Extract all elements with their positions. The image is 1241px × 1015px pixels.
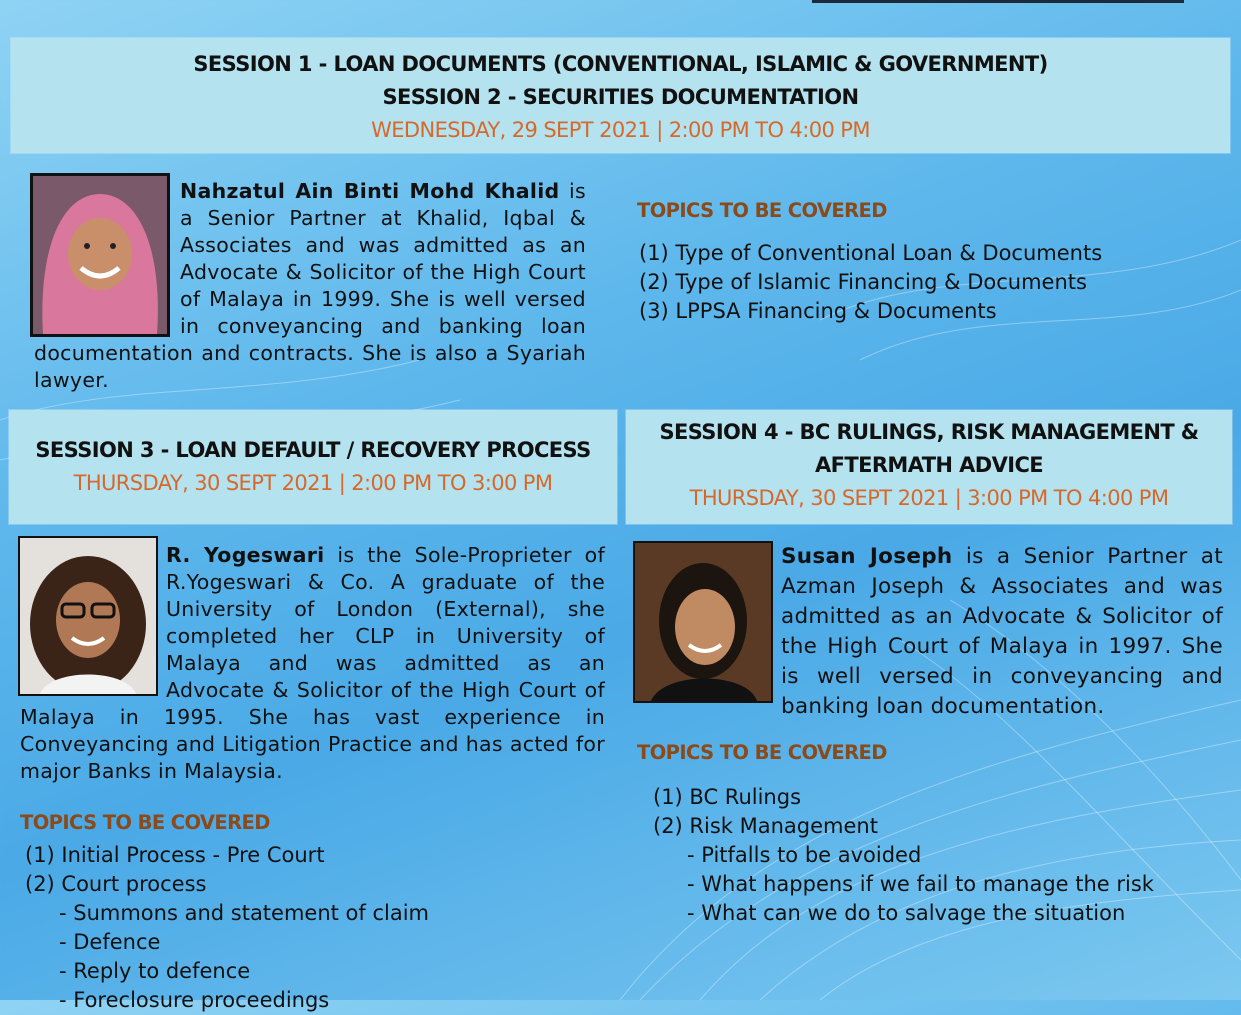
speaker-bio-susan [781, 542, 1223, 722]
session-3-topics-heading: TOPICS TO BE COVERED [20, 811, 270, 834]
list-item: (1) Type of Conventional Loan & Documents [639, 241, 1103, 265]
speaker-bio-nahzatul [34, 178, 586, 394]
session-1-2-topics-heading: TOPICS TO BE COVERED [637, 199, 887, 222]
list-item: (2) Court process [25, 872, 207, 896]
session-1-2-topics-list [639, 239, 1102, 326]
session-4-header [626, 410, 1232, 524]
list-item: (3) LPPSA Financing & Documents [639, 299, 997, 323]
speaker-name-susan: Susan Joseph [781, 544, 953, 569]
list-item: (2) Type of Islamic Financing & Documents [639, 270, 1087, 294]
speaker-photo-susan [633, 541, 773, 703]
session-1-2-date: WEDNESDAY, 29 SEPT 2021 | 2:00 PM TO 4:00 PM [371, 118, 870, 142]
session-1-2-header [11, 38, 1230, 153]
session-3-header [9, 410, 617, 524]
session-3-topics-list [25, 841, 429, 1015]
speaker-name-nahzatul: Nahzatul Ain Binti Mohd Khalid [180, 179, 560, 203]
list-item: (1) Initial Process - Pre Court [25, 843, 325, 867]
list-item: - Foreclosure proceedings [59, 988, 330, 1012]
list-item: - Reply to defence [59, 959, 251, 983]
list-item: - What can we do to salvage the situation [687, 901, 1126, 925]
list-item: - Pitfalls to be avoided [687, 843, 922, 867]
list-item: - What happens if we fail to manage the risk [687, 872, 1154, 896]
session-1-title: SESSION 1 - LOAN DOCUMENTS (CONVENTIONAL, ISLAMIC & GOVERNMENT) [193, 52, 1048, 76]
session-4-date: THURSDAY, 30 SEPT 2021 | 3:00 PM TO 4:00 PM [689, 486, 1169, 510]
speaker-name-yogeswari: R. Yogeswari [166, 543, 325, 567]
session-3-title: SESSION 3 - LOAN DEFAULT / RECOVERY PROCESS [35, 438, 591, 462]
session-2-title: SESSION 2 - SECURITIES DOCUMENTATION [382, 85, 859, 109]
speaker-bio-text-nahzatul: is a Senior Partner at Khalid, Iqbal & Associates and was admitted as an Advocate & Solicitor of the High Court of Malaya in 1999. She is well versed in conveyancing and banking loan documentation and contracts. She is also a Syariah lawyer. [34, 179, 586, 392]
top-decorative-bar [812, 0, 1184, 3]
speaker-bio-text-yogeswari: is the Sole-Proprieter of R.Yogeswari & Co. A graduate of the University of London (External), she completed her CLP in University of Malaya and was admitted as an Advocate & Solicitor of the High Court of Malaya in 1995. She has vast experience in Conveyancing and Litigation Practice and has acted for major Banks in Malaysia. [20, 543, 605, 783]
session-3-date: THURSDAY, 30 SEPT 2021 | 2:00 PM TO 3:00 PM [73, 471, 553, 495]
list-item: - Summons and statement of claim [59, 901, 430, 925]
session-4-title-line-2: AFTERMATH ADVICE [814, 453, 1044, 477]
list-item: (2) Risk Management [653, 814, 878, 838]
speaker-bio-yogeswari [20, 542, 605, 785]
list-item: - Defence [59, 930, 161, 954]
speaker-bio-text-susan: is a Senior Partner at Azman Joseph & Associates and was admitted as an Advocate & Solicitor of the High Court of Malaya in 1997. She is well versed in conveyancing and banking loan documentation. [781, 544, 1223, 719]
list-item: (1) BC Rulings [653, 785, 802, 809]
session-4-topics-list [653, 783, 1154, 928]
session-4-title-line-1: SESSION 4 - BC RULINGS, RISK MANAGEMENT & [659, 420, 1199, 444]
session-4-topics-heading: TOPICS TO BE COVERED [637, 741, 887, 764]
